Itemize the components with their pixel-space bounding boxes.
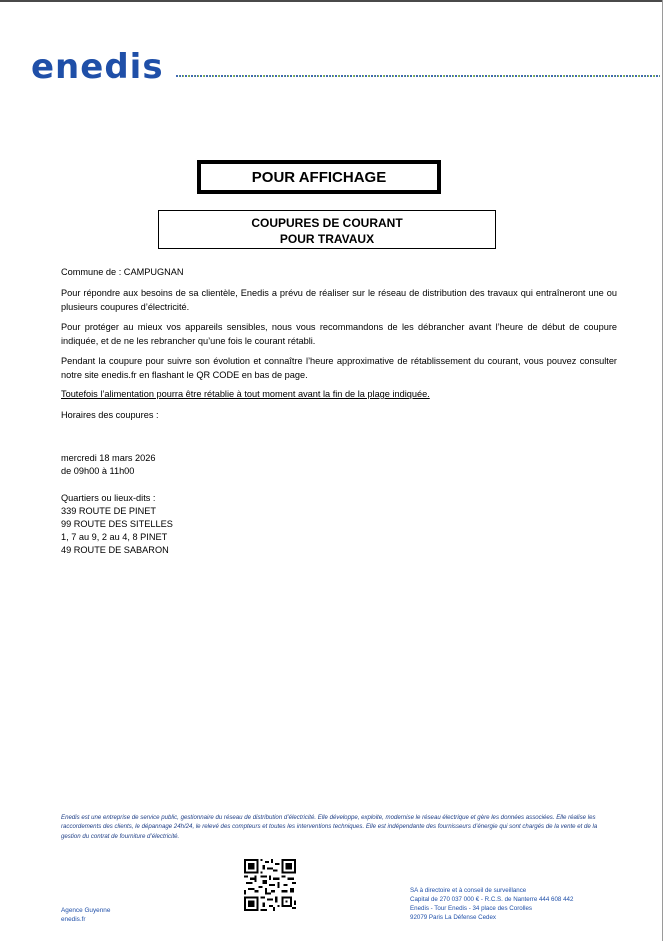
quartier-item: 49 ROUTE DE SABARON xyxy=(61,545,169,555)
outage-date: mercredi 18 mars 2026 xyxy=(61,453,156,463)
company-info-line: 92079 Paris La Défense Cedex xyxy=(410,914,496,921)
commune-line: Commune de : CAMPUGNAN xyxy=(61,267,184,277)
agence-name: Agence Guyenne xyxy=(61,907,111,914)
legal-notice: Enedis est une entreprise de service public, gestionnaire du réseau de distribution d’électricité. Elle développe, exploite, modernise le réseau électrique et gère les données associées. Elle réalise les raccordements des clients, le dépannage 24h/24, le relevé des compteurs et toutes les interventions techniques. Elle est indépendante des fournisseurs d’énergie qui sont chargés de la vente et de la gestion du contrat de fourniture d’électricité. xyxy=(61,814,598,840)
paragraph-qr-info: Pendant la coupure pour suivre son évolution et connaître l’heure approximative de rétablissement du courant, vous pouvez consulter notre site enedis.fr en flashant le QR CODE en bas de page. xyxy=(61,356,617,380)
company-info-block xyxy=(410,886,573,922)
company-info-line: Capital de 270 037 000 € - R.C.S. de Nanterre 444 608 442 xyxy=(410,896,574,903)
horaires-label: Horaires des coupures : xyxy=(61,410,159,420)
quartiers-label: Quartiers ou lieux-dits : xyxy=(61,493,156,503)
company-info-line: Enedis - Tour Enedis - 34 place des Corolles xyxy=(410,905,532,912)
quartier-item: 99 ROUTE DES SITELLES xyxy=(61,519,173,529)
quartier-item: 1, 7 au 9, 2 au 4, 8 PINET xyxy=(61,532,168,542)
company-info-line: SA à directoire et à conseil de surveillance xyxy=(410,887,527,894)
outage-time: de 09h00 à 11h00 xyxy=(61,465,135,476)
warning-underlined: Toutefois l’alimentation pourra être rétablie à tout moment avant la fin de la plage indiquée. xyxy=(61,389,430,399)
title-box xyxy=(158,210,496,249)
quartiers-block xyxy=(61,492,173,557)
title-line-1: COUPURES DE COURANT xyxy=(251,216,403,230)
page-top-border xyxy=(0,0,663,2)
paragraph-intro: Pour répondre aux besoins de sa clientèle, Enedis a prévu de réaliser sur le réseau de distribution des travaux qui entraîneront une ou plusieurs coupures d’électricité. xyxy=(61,288,617,312)
enedis-logo xyxy=(31,49,171,81)
quartier-item: 339 ROUTE DE PINET xyxy=(61,506,156,516)
agence-block xyxy=(61,906,110,924)
outage-schedule xyxy=(61,452,155,477)
agence-website-link[interactable]: enedis.fr xyxy=(61,916,86,923)
pour-affichage-box xyxy=(197,160,441,194)
title-line-2: POUR TRAVAUX xyxy=(279,232,375,246)
logo-dotted-rule xyxy=(176,75,660,77)
pour-affichage-text: POUR AFFICHAGE xyxy=(251,168,387,186)
paragraph-protection: Pour protéger au mieux vos appareils sensibles, nous vous recommandons de les débrancher avant l’heure de début de coupure indiquée, et de ne les rebrancher qu’une fois le courant rétabli. xyxy=(61,322,617,346)
qr-code-icon[interactable] xyxy=(244,859,296,911)
logo-wordmark: enedis xyxy=(31,49,164,81)
